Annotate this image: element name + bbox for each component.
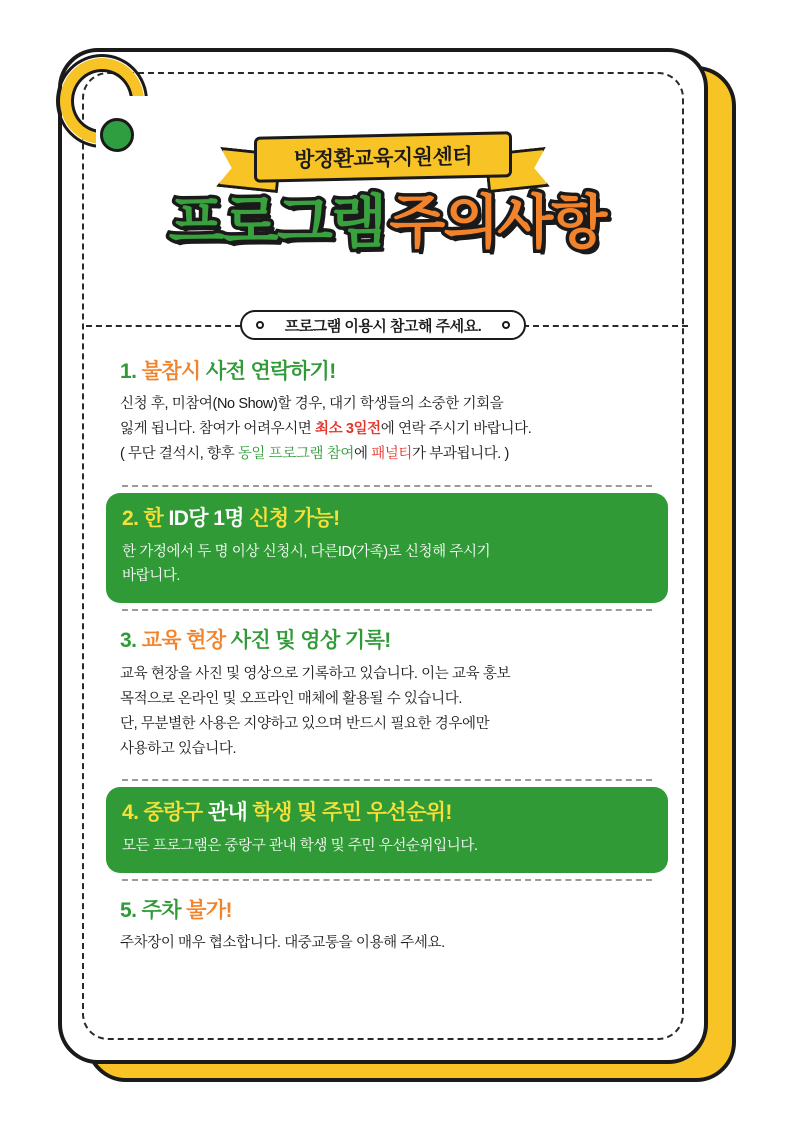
heading-highlight: ID당 1명	[168, 507, 244, 531]
body-line	[120, 712, 654, 737]
body-line	[120, 737, 654, 762]
heading-highlight: 불가!	[186, 898, 232, 922]
body-text: 바랍니다.	[122, 568, 181, 585]
heading-number: 3.	[120, 629, 142, 653]
body-line	[120, 392, 654, 417]
list-divider	[122, 609, 652, 611]
body-line	[120, 931, 654, 956]
body-line	[122, 540, 652, 565]
body-text: 한 가정에서 두 명 이상 신청시, 다른ID(가족)로 신청해 주시기	[122, 543, 491, 560]
subtitle-pill	[240, 310, 526, 340]
body-text: 패널티	[371, 446, 413, 463]
list-divider	[122, 485, 652, 487]
body-text: 목적으로 온라인 및 오프라인 매체에 활용될 수 있습니다.	[120, 690, 462, 707]
heading-highlight: 교육 현장	[141, 629, 226, 653]
notice-list	[106, 348, 668, 968]
title-part-2: 주의사항	[389, 190, 606, 255]
heading-number: 1.	[120, 360, 142, 383]
ring-dot-icon	[100, 118, 134, 152]
poster-front-card	[58, 48, 708, 1064]
list-item	[106, 348, 668, 479]
list-item-body	[120, 662, 654, 762]
body-line	[120, 442, 654, 467]
heading-highlight: 불참시	[141, 360, 201, 383]
list-item	[106, 617, 668, 773]
body-text: 신청 후, 미참여(No Show)할 경우, 대기 학생들의 소중한 기회을	[120, 396, 504, 413]
body-text: 동일 프로그램 참여	[237, 446, 354, 463]
list-item	[106, 887, 668, 968]
body-text: 교육 현장을 사진 및 영상으로 기록하고 있습니다. 이는 교육 홍보	[120, 665, 511, 682]
list-divider	[122, 879, 652, 881]
heading-rest: 신청 가능!	[243, 507, 340, 531]
page-title	[62, 190, 712, 255]
subtitle-text: 프로그램 이용시 참고해 주세요.	[284, 317, 482, 335]
body-text: 모든 프로그램은 중랑구 관내 학생 및 주민 우선순위입니다.	[122, 837, 478, 854]
list-item-heading	[122, 799, 652, 827]
body-text: 에 연락 주시기 바랍니다.	[380, 421, 532, 438]
body-line	[120, 687, 654, 712]
heading-number: 5. 주차	[120, 898, 187, 922]
list-item-body	[120, 931, 654, 956]
heading-number: 4. 중랑구	[122, 801, 208, 825]
body-text: 사용하고 있습니다.	[120, 740, 237, 757]
pill-dot-left-icon	[256, 321, 264, 329]
list-item	[106, 787, 668, 872]
body-line	[120, 417, 654, 442]
pill-dot-right-icon	[502, 321, 510, 329]
list-item-heading	[120, 358, 654, 386]
body-text: 주차장이 매우 협소합니다. 대중교통을 이용해 주세요.	[120, 935, 445, 952]
list-item-heading	[120, 897, 654, 925]
body-text: 단, 무분별한 사용은 지양하고 있으며 반드시 필요한 경우에만	[120, 715, 490, 732]
body-line	[122, 564, 652, 589]
heading-rest: 사전 연락하기!	[200, 360, 336, 383]
heading-highlight: 관내	[207, 801, 248, 825]
center-banner	[218, 134, 548, 188]
title-part-1: 프로그램	[168, 190, 385, 255]
body-text: 가 부과됩니다. )	[412, 446, 509, 463]
body-text: 에	[353, 446, 372, 463]
list-item-heading	[120, 627, 654, 655]
heading-rest: 사진 및 영상 기록!	[225, 629, 391, 653]
list-item-heading	[122, 505, 652, 533]
heading-rest: 학생 및 주민 우선순위!	[247, 801, 452, 825]
list-item	[106, 493, 668, 603]
body-text: 최소 3일전	[315, 421, 381, 438]
list-item-body	[122, 540, 652, 590]
heading-number: 2. 한	[122, 507, 169, 531]
body-line	[120, 662, 654, 687]
list-item-body	[120, 392, 654, 467]
banner-label: 방정환교육지원센터	[293, 145, 473, 172]
list-item-body	[122, 834, 652, 859]
body-text: ( 무단 결석시, 향후	[120, 446, 238, 463]
body-line	[122, 834, 652, 859]
list-divider	[122, 779, 652, 781]
body-text: 잃게 됩니다. 참여가 어려우시면	[120, 421, 316, 438]
